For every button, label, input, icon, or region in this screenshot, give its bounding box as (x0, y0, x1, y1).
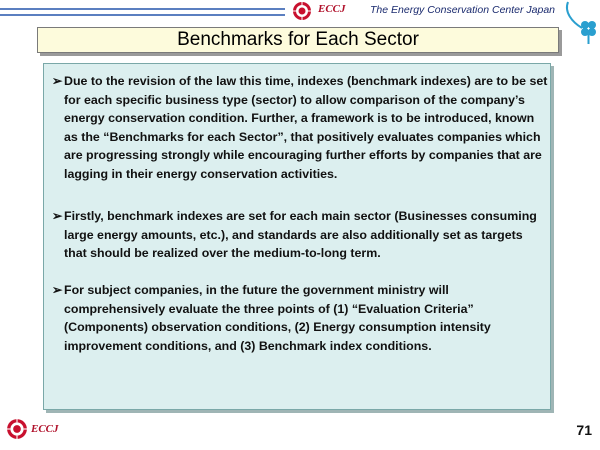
arrow-bullet-icon: ➢ (52, 209, 63, 223)
bullet-item (52, 281, 548, 355)
content-panel (43, 63, 551, 410)
bullet-item (52, 72, 548, 183)
slide-title: Benchmarks for Each Sector (177, 29, 419, 50)
arrow-bullet-icon: ➢ (52, 283, 63, 297)
clover-icon (560, 0, 600, 50)
header-rule-top (0, 8, 285, 10)
header-rule-bottom (0, 14, 285, 16)
header-org-name: The Energy Conservation Center Japan (370, 4, 556, 16)
arrow-bullet-icon: ➢ (52, 74, 63, 88)
footer-org-abbr: ECCJ (31, 423, 59, 435)
bullet-item (52, 207, 548, 263)
eccj-logo-icon (6, 418, 28, 440)
header-org-abbr: ECCJ (318, 3, 346, 15)
page-number: 71 (576, 422, 592, 438)
eccj-logo-icon (292, 1, 312, 21)
slide-title-box (37, 27, 559, 53)
bullet-text: For subject companies, in the future the government ministry will comprehensively evaluate the three points of (1) “Evaluation Criteria” (Components) observation conditions, (2) Energy consumption intensity improvement conditions, and (3) Benchmark index conditions. (64, 283, 491, 353)
bullet-text: Firstly, benchmark indexes are set for each main sector (Businesses consuming large energy amounts, etc.), and standards are also additionally set as targets that should be realized over the medium-to-long term. (64, 209, 537, 260)
bullet-text: Due to the revision of the law this time, indexes (benchmark indexes) are to be set for each specific business type (sector) to allow comparison of the company’s energy conservation condition. Further, a framework is to be introduced, known as the “Benchmarks for each Sector”, that positively evaluates companies which are progressing strongly while encouraging further efforts by companies that are lagging in their energy conservation activities. (64, 74, 548, 181)
